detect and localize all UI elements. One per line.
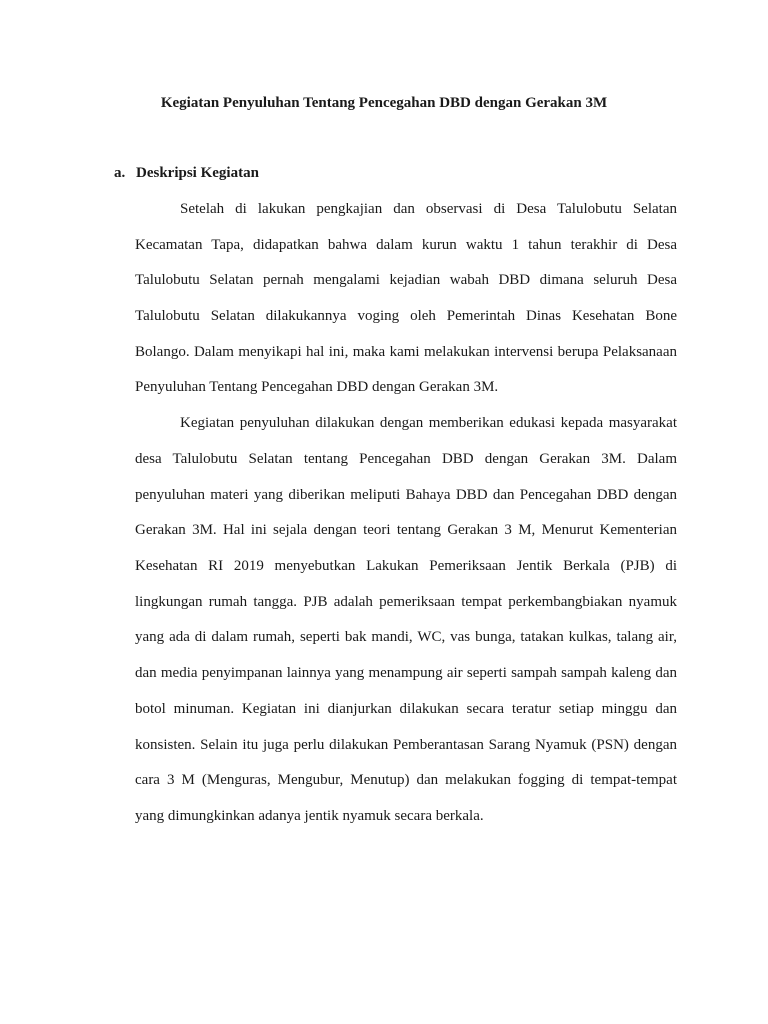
paragraph-line: dan media penyimpanan lainnya yang menampung air seperti sampah sampah kaleng dan xyxy=(135,665,677,681)
paragraph-line: penyuluhan materi yang diberikan meliputi Bahaya DBD dan Pencegahan DBD dengan xyxy=(135,487,677,503)
section-letter: a. xyxy=(114,165,126,181)
paragraph-line: desa Talulobutu Selatan tentang Pencegahan DBD dengan Gerakan 3M. Dalam xyxy=(135,451,677,467)
paragraph-line: Bolango. Dalam menyikapi hal ini, maka kami melakukan intervensi berupa Pelaksanaan xyxy=(135,344,677,360)
section-heading xyxy=(114,163,259,183)
section-heading-text: Deskripsi Kegiatan xyxy=(136,165,259,181)
paragraph-line: Penyuluhan Tentang Pencegahan DBD dengan Gerakan 3M. xyxy=(135,379,499,395)
paragraph-line: botol minuman. Kegiatan ini dianjurkan dilakukan secara teratur setiap minggu dan xyxy=(135,701,677,717)
paragraph-line: konsisten. Selain itu juga perlu dilakukan Pemberantasan Sarang Nyamuk (PSN) dengan xyxy=(135,737,677,753)
paragraph-line: Kesehatan RI 2019 menyebutkan Lakukan Pemeriksaan Jentik Berkala (PJB) di xyxy=(135,558,677,574)
paragraph-line: cara 3 M (Menguras, Mengubur, Menutup) dan melakukan fogging di tempat-tempat xyxy=(135,772,677,788)
paragraph-line: Kecamatan Tapa, didapatkan bahwa dalam kurun waktu 1 tahun terakhir di Desa xyxy=(135,237,677,253)
paragraph-line: Talulobutu Selatan dilakukannya voging oleh Pemerintah Dinas Kesehatan Bone xyxy=(135,308,677,324)
paragraph-line: Gerakan 3M. Hal ini sejala dengan teori tentang Gerakan 3 M, Menurut Kementerian xyxy=(135,522,677,538)
paragraph-line: yang dimungkinkan adanya jentik nyamuk secara berkala. xyxy=(135,808,484,824)
document-title: Kegiatan Penyuluhan Tentang Pencegahan DBD dengan Gerakan 3M xyxy=(160,95,608,111)
paragraph-line: Setelah di lakukan pengkajian dan observasi di Desa Talulobutu Selatan xyxy=(180,201,677,217)
paragraph-line: yang ada di dalam rumah, seperti bak mandi, WC, vas bunga, tatakan kulkas, talang air, xyxy=(135,629,677,645)
paragraph-line: lingkungan rumah tangga. PJB adalah pemeriksaan tempat perkembangbiakan nyamuk xyxy=(135,594,677,610)
paragraph-line: Kegiatan penyuluhan dilakukan dengan memberikan edukasi kepada masyarakat xyxy=(180,415,677,431)
paragraph-line: Talulobutu Selatan pernah mengalami kejadian wabah DBD dimana seluruh Desa xyxy=(135,272,677,288)
